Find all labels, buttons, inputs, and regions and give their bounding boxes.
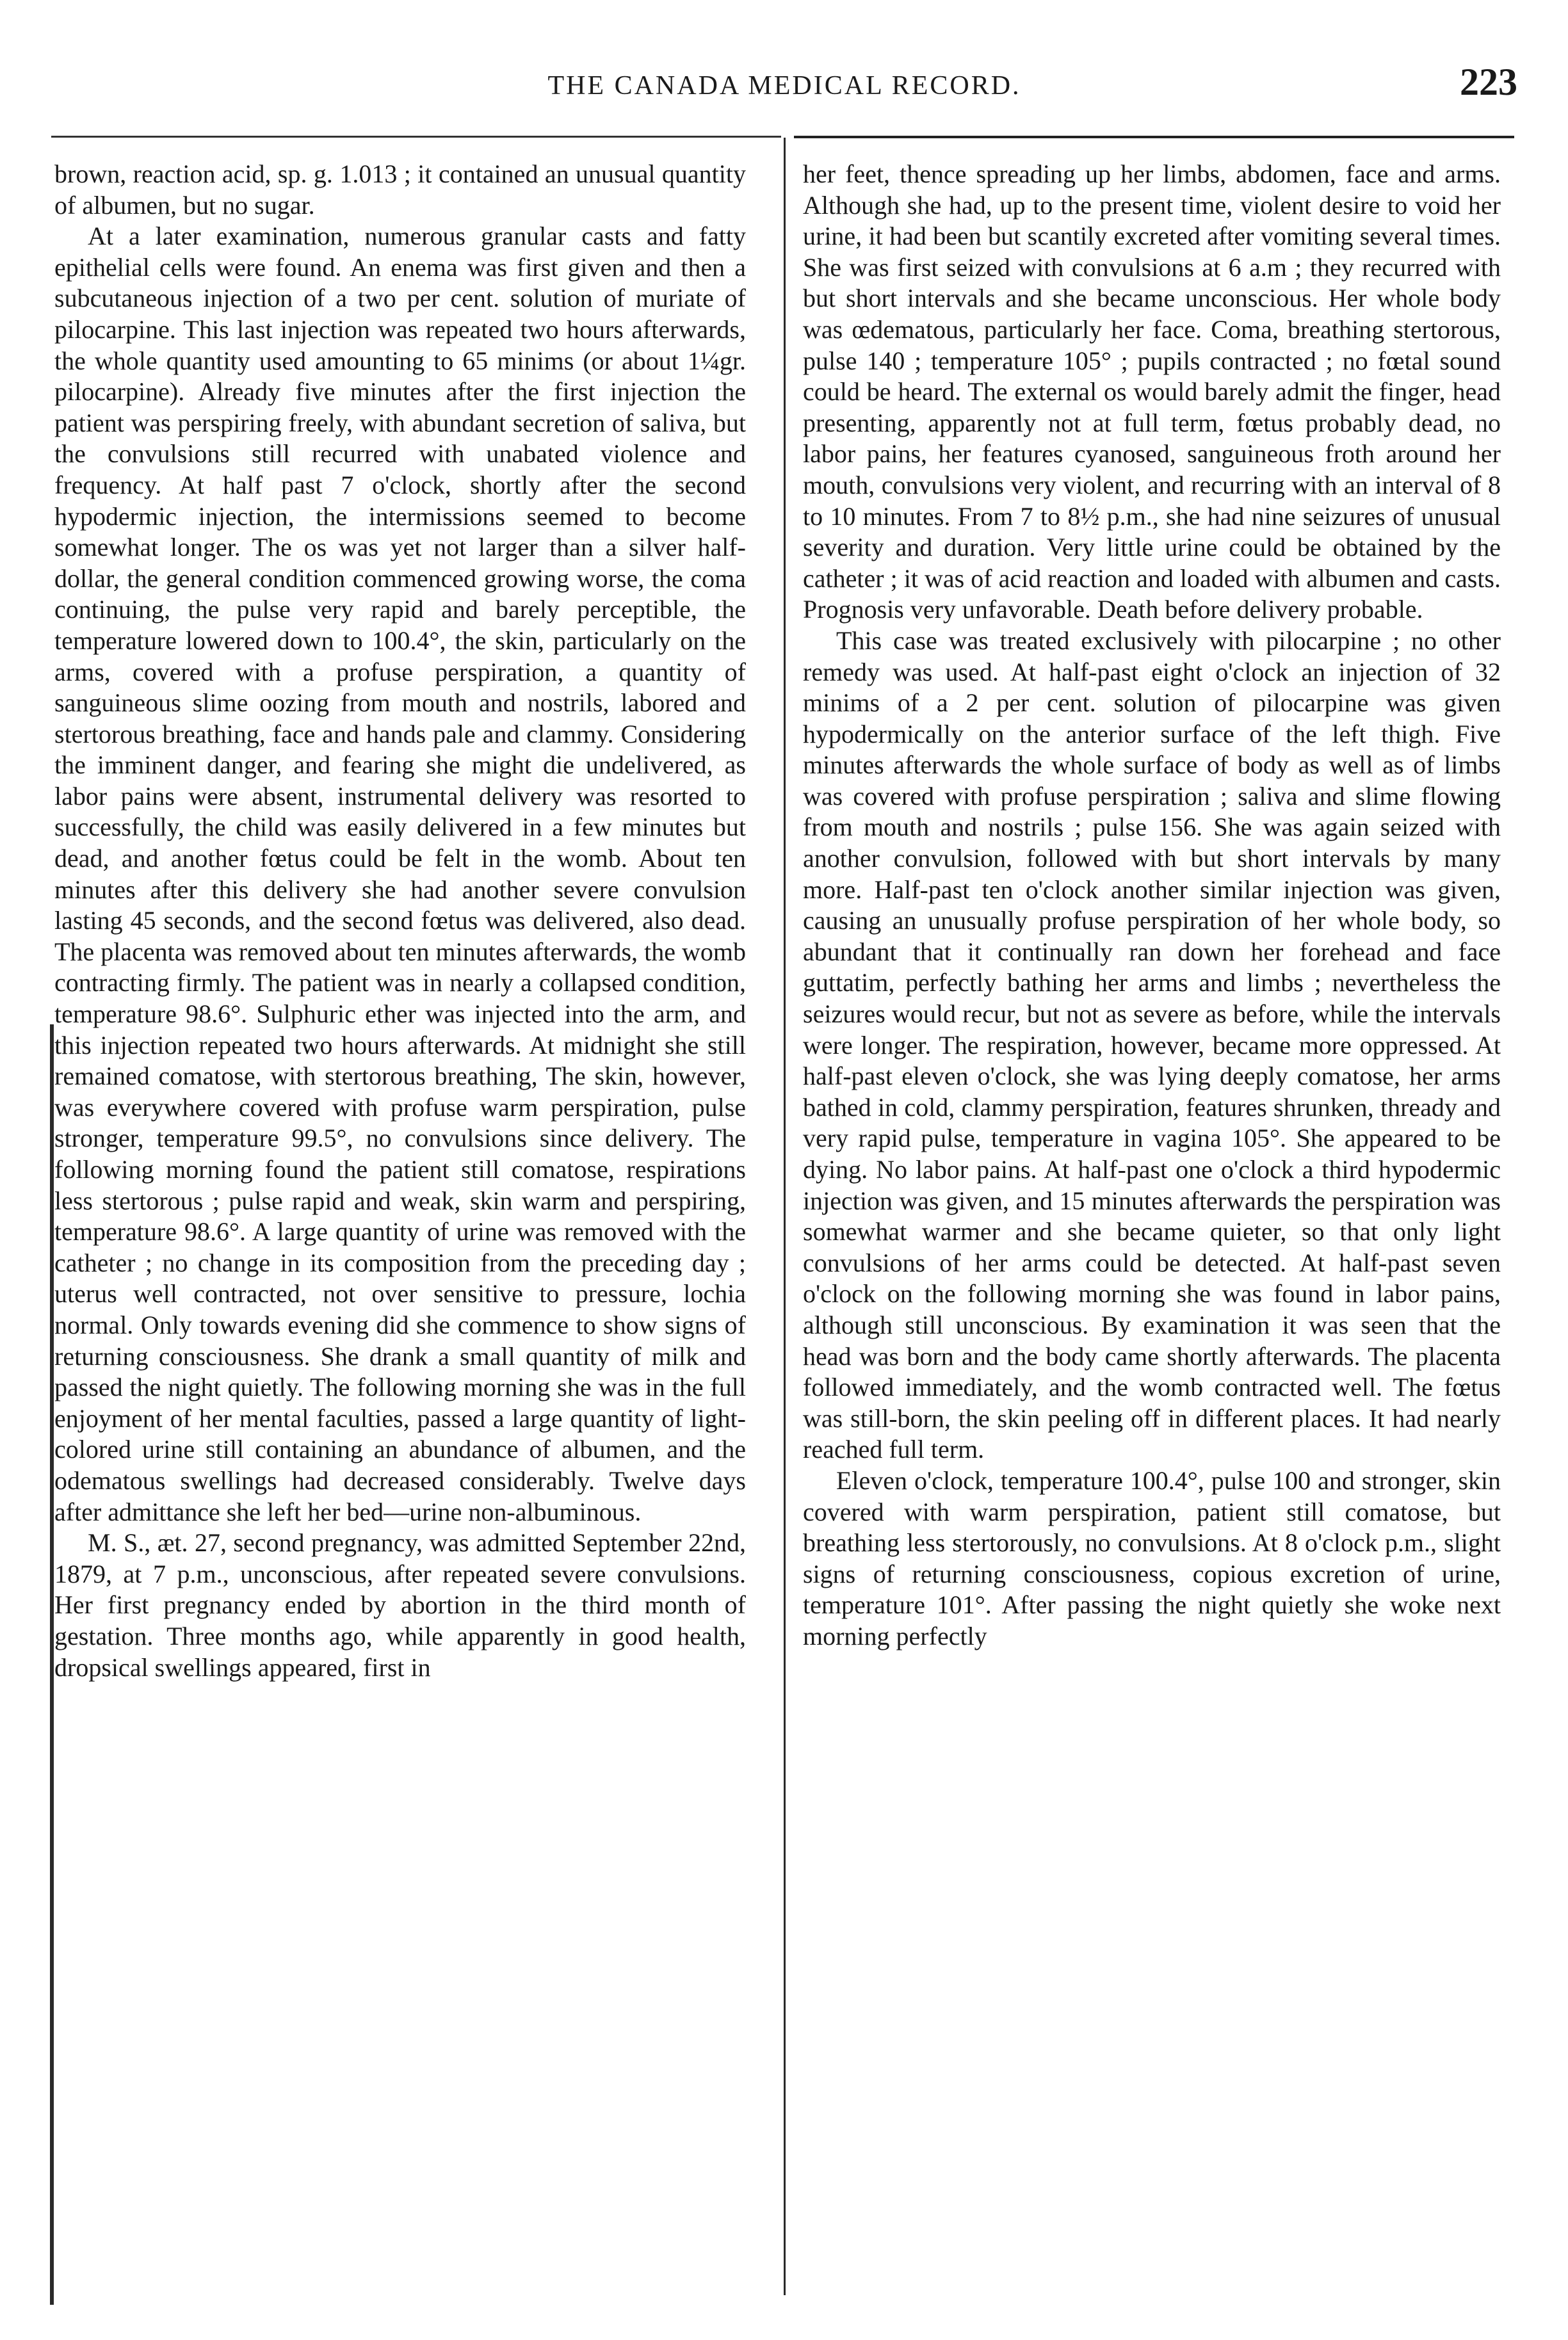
page-number: 223 bbox=[1460, 61, 1517, 103]
right-paragraph-3: Eleven o'clock, temperature 100.4°, pulse 100 and stronger, skin covered with warm perspiration, patient still comatose, but breathing less stertorously, no convulsions. At 8 o'clock p.m., slight signs of returning consciousness, copious excretion of urine, temperature 101°. After passing the night quietly she woke next morning perfectly bbox=[803, 1465, 1501, 1650]
running-head: THE CANADA MEDICAL RECORD. bbox=[547, 71, 1021, 101]
binding-edge-line bbox=[50, 1024, 54, 2305]
left-column bbox=[54, 159, 746, 1683]
left-paragraph-3: M. S., æt. 27, second pregnancy, was admitted September 22nd, 1879, at 7 p.m., unconscious, after repeated severe convulsions. Her first pregnancy ended by abortion in the third month of gestation. Three months ago, while apparently in good health, dropsical swellings appeared, first in bbox=[54, 1528, 746, 1682]
left-paragraph-2: At a later examination, numerous granular casts and fatty epithelial cells were found. An enema was first given and then a subcutaneous injection of a two per cent. solution of muriate of pilocarpine. This last injection was repeated two hours afterwards, the whole quantity used amounting to 65 minims (or about 1¼gr. pilocarpine). Already five minutes after the first injection the patient was perspiring freely, with abundant secretion of saliva, but the convulsions still recurred with unabated violence and frequency. At half past 7 o'clock, shortly after the second hypodermic injection, the intermissions seemed to become somewhat longer. The os was yet not larger than a silver half-dollar, the general condition commenced growing worse, the coma continuing, the pulse very rapid and barely perceptible, the temperature lowered down to 100.4°, the skin, particularly on the arms, covered with a profuse perspiration, a quantity of sanguineous slime oozing from mouth and nostrils, labored and stertorous breathing, face and hands pale and clammy. Considering the imminent danger, and fearing she might die undelivered, as labor pains were absent, instrumental delivery was resorted to successfully, the child was easily delivered in a few minutes but dead, and another fœtus could be felt in the womb. About ten minutes after this delivery she had another severe convulsion lasting 45 seconds, and the second fœtus was delivered, also dead. The placenta was removed about ten minutes afterwards, the womb contracting firmly. The patient was in nearly a collapsed condition, temperature 98.6°. Sulphuric ether was injected into the arm, and this injection repeated two hours afterwards. At midnight she still remained comatose, with stertorous breathing, The skin, however, was everywhere covered with profuse warm perspiration, pulse stronger, temperature 99.5°, no convulsions since delivery. The following morning found the patient still comatose, respirations less stertorous ; pulse rapid and weak, skin warm and perspiring, temperature 98.6°. A large quantity of urine was removed with the catheter ; no change in its composition from the preceding day ; uterus well contracted, not over sensitive to pressure, lochia normal. Only towards evening did she commence to show signs of returning consciousness. She drank a small quantity of milk and passed the night quietly. The following morning she was in the full enjoyment of her mental faculties, passed a large quantity of light-colored urine still containing an abundance of albumen, and the odematous swellings had decreased considerably. Twelve days after admittance she left her bed—urine non-albuminous. bbox=[54, 222, 746, 1526]
right-column-top-rule bbox=[794, 136, 1514, 138]
right-paragraph-1: her feet, thence spreading up her limbs, abdomen, face and arms. Although she had, up to the present time, violent desire to void her urine, it had been but scantily excreted after vomiting several times. She was first seized with convulsions at 6 a.m ; they recurred with but short intervals and she became unconscious. Her whole body was œdematous, particularly her face. Coma, breathing stertorous, pulse 140 ; temperature 105° ; pupils contracted ; no fœtal sound could be heard. The external os would barely admit the finger, head presenting, apparently not at full term, fœtus probably dead, no labor pains, her features cyanosed, sanguineous froth around her mouth, convulsions very violent, and recurring with an interval of 8 to 10 minutes. From 7 to 8½ p.m., she had nine seizures of unusual severity and duration. Very little urine could be obtained by the catheter ; it was of acid reaction and loaded with albumen and casts. Prognosis very unfavorable. Death before delivery probable. bbox=[803, 159, 1501, 624]
column-divider bbox=[784, 138, 786, 2295]
left-paragraph-1: brown, reaction acid, sp. g. 1.013 ; it contained an unusual quantity of albumen, but no sugar. bbox=[54, 159, 746, 220]
left-column-top-rule bbox=[51, 136, 781, 138]
right-paragraph-2: This case was treated exclusively with pilocarpine ; no other remedy was used. At half-past eight o'clock an injection of 32 minims of a 2 per cent. solution of pilocarpine was given hypodermically on the anterior surface of the left thigh. Five minutes afterwards the whole surface of body as well as of limbs was covered with profuse perspiration ; saliva and slime flowing from mouth and nostrils ; pulse 156. She was again seized with another convulsion, followed with but short intervals by many more. Half-past ten o'clock another similar injection was given, causing an unusually profuse perspiration of her whole body, so abundant that it continually ran down her forehead and face guttatim, perfectly bathing her arms and limbs ; nevertheless the seizures would recur, but not as severe as before, while the intervals were longer. The respiration, however, became more oppressed. At half-past eleven o'clock, she was lying deeply comatose, her arms bathed in cold, clammy perspiration, features shrunken, thready and very rapid pulse, temperature in vagina 105°. She appeared to be dying. No labor pains. At half-past one o'clock a third hypodermic injection was given, and 15 minutes afterwards the perspiration was somewhat warmer and she became quieter, so that only light convulsions of her arms could be detected. At half-past seven o'clock on the following morning she was found in labor pains, although still unconscious. By examination it was seen that the head was born and the body came shortly afterwards. The placenta followed immediately, and the womb contracted well. The fœtus was still-born, the skin peeling off in different places. It had nearly reached full term. bbox=[803, 625, 1501, 1464]
right-column bbox=[803, 159, 1501, 1652]
page-header bbox=[51, 45, 1517, 115]
